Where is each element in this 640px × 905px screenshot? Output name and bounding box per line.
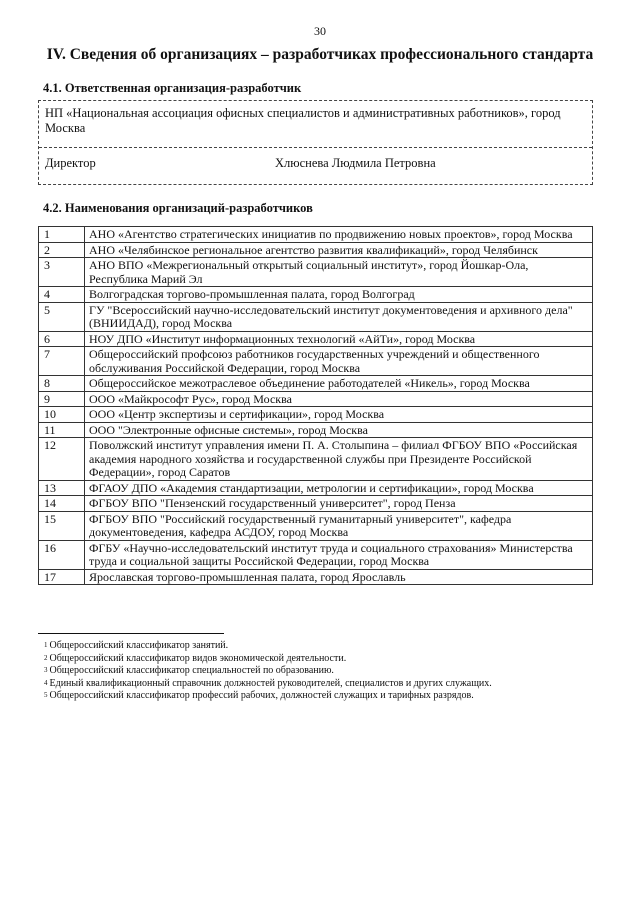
org-name: ФГАОУ ДПО «Академия стандартизации, метрологии и сертификации», город Москва: [85, 480, 593, 496]
row-number: 13: [39, 480, 85, 496]
table-row: [39, 422, 593, 438]
page-number: 30: [314, 24, 326, 38]
row-number: 10: [39, 407, 85, 423]
footnote-text: Общероссийский классификатор занятий.: [49, 640, 229, 651]
row-number: 17: [39, 569, 85, 585]
footnote-text: Общероссийский классификатор профессий рабочих, должностей служащих и тарифных разрядов.: [49, 690, 474, 702]
table-row: [39, 540, 593, 569]
footnote: [44, 665, 492, 678]
footnote-mark: 2: [44, 653, 48, 662]
footnote: [44, 690, 492, 703]
row-number: 3: [39, 258, 85, 287]
org-name: Поволжский институт управления имени П. А. Столыпина – филиал ФГБОУ ВПО «Российская академия народного хозяйства и государственной службы при Президенте Российской Федерации», город Саратов: [85, 438, 593, 481]
table-row: [39, 258, 593, 287]
table-row: [39, 287, 593, 303]
footnote-text: Единый квалификационный справочник должностей руководителей, специалистов и других служащих.: [49, 677, 492, 689]
responsible-org-name: НП «Национальная ассоциация офисных специалистов и административных работников», город Москва: [45, 106, 561, 135]
footnote-mark: 3: [44, 666, 48, 675]
footnote-mark: 5: [44, 691, 48, 700]
row-number: 6: [39, 331, 85, 347]
org-name: ООО «Майкрософт Рус», город Москва: [85, 391, 593, 407]
table-row: [39, 331, 593, 347]
table-row: [39, 496, 593, 512]
row-number: 8: [39, 376, 85, 392]
footnote-text: Общероссийский классификатор видов экономической деятельности.: [49, 652, 347, 664]
footnote-mark: 1: [44, 641, 48, 649]
developer-orgs-table: [38, 226, 593, 585]
row-number: 9: [39, 391, 85, 407]
table-row: [39, 407, 593, 423]
row-number: 15: [39, 511, 85, 540]
table-row: [39, 480, 593, 496]
responsible-org-box: [38, 100, 593, 185]
row-number: 2: [39, 242, 85, 258]
developer-orgs-heading: 4.2. Наименования организаций-разработчиков: [43, 201, 313, 215]
table-row: [39, 569, 593, 585]
row-number: 7: [39, 347, 85, 376]
table-row: [39, 242, 593, 258]
org-name: ООО "Электронные офисные системы», город Москва: [85, 422, 593, 438]
table-row: [39, 438, 593, 481]
org-name: НОУ ДПО «Институт информационных технологий «АйТи», город Москва: [85, 331, 593, 347]
row-number: 12: [39, 438, 85, 481]
footnotes-list: [44, 640, 492, 703]
table-row: [39, 302, 593, 331]
row-number: 14: [39, 496, 85, 512]
table-row: [39, 511, 593, 540]
responsible-org-divider: [39, 147, 592, 148]
org-name: Общероссийское межотраслевое объединение работодателей «Никель», город Москва: [85, 376, 593, 392]
org-name: ФГБОУ ВПО "Российский государственный гуманитарный университет", кафедра документоведения, кафедра АСДОУ, город Москва: [85, 511, 593, 540]
org-name: Общероссийский профсоюз работников государственных учреждений и общественного обслуживания Российской Федерации, город Москва: [85, 347, 593, 376]
section-title: IV. Сведения об организациях – разработчиках профессионального стандарта: [46, 46, 594, 63]
org-name: АНО ВПО «Межрегиональный открытый социальный институт», город Йошкар-Ола, Республика Марий Эл: [85, 258, 593, 287]
responsible-person: Хлюснева Людмила Петровна: [275, 156, 436, 170]
org-name: Ярославская торгово-промышленная палата, город Ярославль: [85, 569, 593, 585]
row-number: 16: [39, 540, 85, 569]
org-name: АНО «Агентство стратегических инициатив по продвижению новых проектов», город Москва: [85, 227, 593, 243]
org-name: ГУ "Всероссийский научно-исследовательский институт документоведения и архивного дела" (ВНИИДАД), город Москва: [85, 302, 593, 331]
org-name: АНО «Челябинское региональное агентство развития квалификаций», город Челябинск: [85, 242, 593, 258]
row-number: 1: [39, 227, 85, 243]
footnote-text: Общероссийский классификатор специальностей по образованию.: [49, 665, 334, 677]
row-number: 5: [39, 302, 85, 331]
table-row: [39, 227, 593, 243]
footnote-separator: [38, 633, 224, 634]
row-number: 11: [39, 422, 85, 438]
responsible-position: Директор: [45, 156, 96, 170]
row-number: 4: [39, 287, 85, 303]
footnote: [44, 640, 492, 653]
responsible-org-heading: 4.1. Ответственная организация-разработчик: [43, 81, 302, 95]
footnote: [44, 678, 492, 691]
footnote: [44, 653, 492, 666]
table-row: [39, 347, 593, 376]
org-name: ФГБОУ ВПО "Пензенский государственный университет", город Пенза: [85, 496, 593, 512]
table-row: [39, 376, 593, 392]
footnote-mark: 4: [44, 678, 48, 687]
org-name: ФГБУ «Научно-исследовательский институт труда и социального страхования» Министерства труда и социальной защиты Российской Федерации, город Москва: [85, 540, 593, 569]
org-name: ООО «Центр экспертизы и сертификации», город Москва: [85, 407, 593, 423]
table-row: [39, 391, 593, 407]
org-name: Волгоградская торгово-промышленная палата, город Волгоград: [85, 287, 593, 303]
